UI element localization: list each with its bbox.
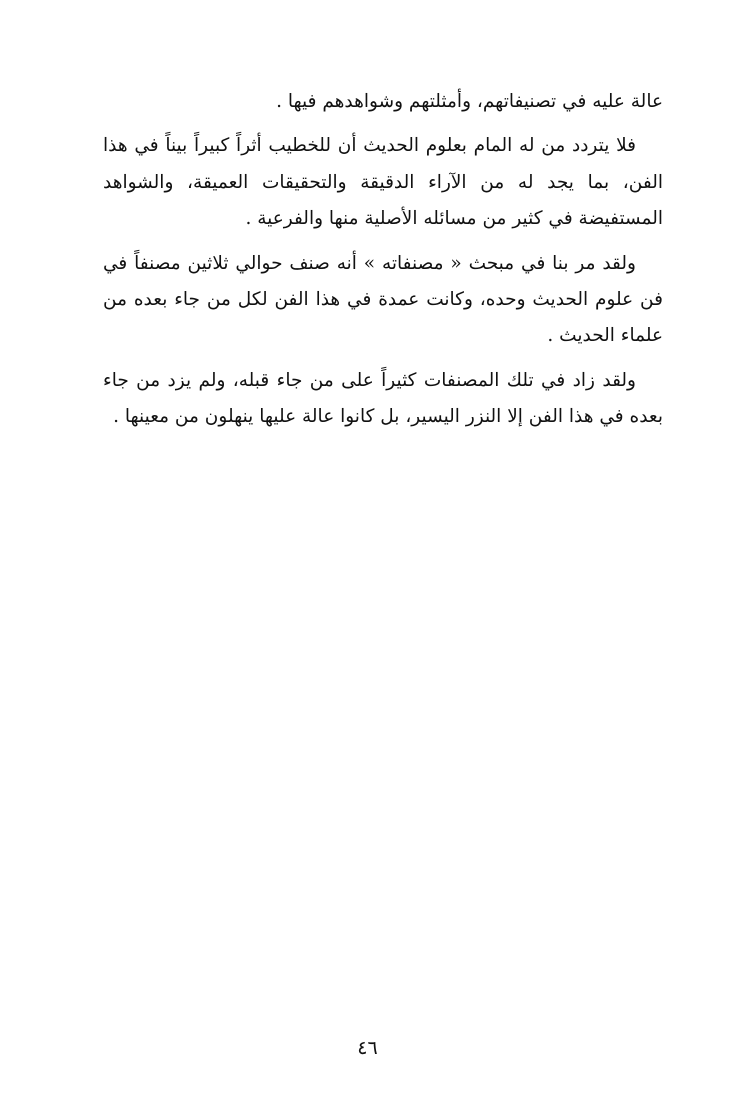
page-number: ٤٦: [357, 1037, 378, 1059]
body-text: [103, 84, 663, 444]
paragraph-additions: ولقد زاد في تلك المصنفات كثيراً على من جاء قبله، ولم يزد من جاء بعده في هذا الفن إلا النزر اليسير، بل كانوا عالة عليها ينهلون من معينها .: [103, 369, 663, 428]
paragraph-works-count: ولقد مر بنا في مبحث « مصنفاته » أنه صنف حوالي ثلاثين مصنفاً في فن علوم الحديث وحده، وكانت عمدة في هذا الفن لكل من جاء بعده من علماء الحديث .: [103, 252, 663, 347]
paragraph-continuation: عالة عليه في تصنيفاتهم، وأمثلتهم وشواهدهم فيها .: [276, 91, 663, 112]
paragraph-khatib-influence: فلا يتردد من له المام بعلوم الحديث أن للخطيب أثراً كبيراً بيناً في هذا الفن، بما يجد له من الآراء الدقيقة والتحقيقات العميقة، والشواهد المستفيضة في كثير من مسائله الأصلية منها والفرعية .: [103, 135, 663, 230]
